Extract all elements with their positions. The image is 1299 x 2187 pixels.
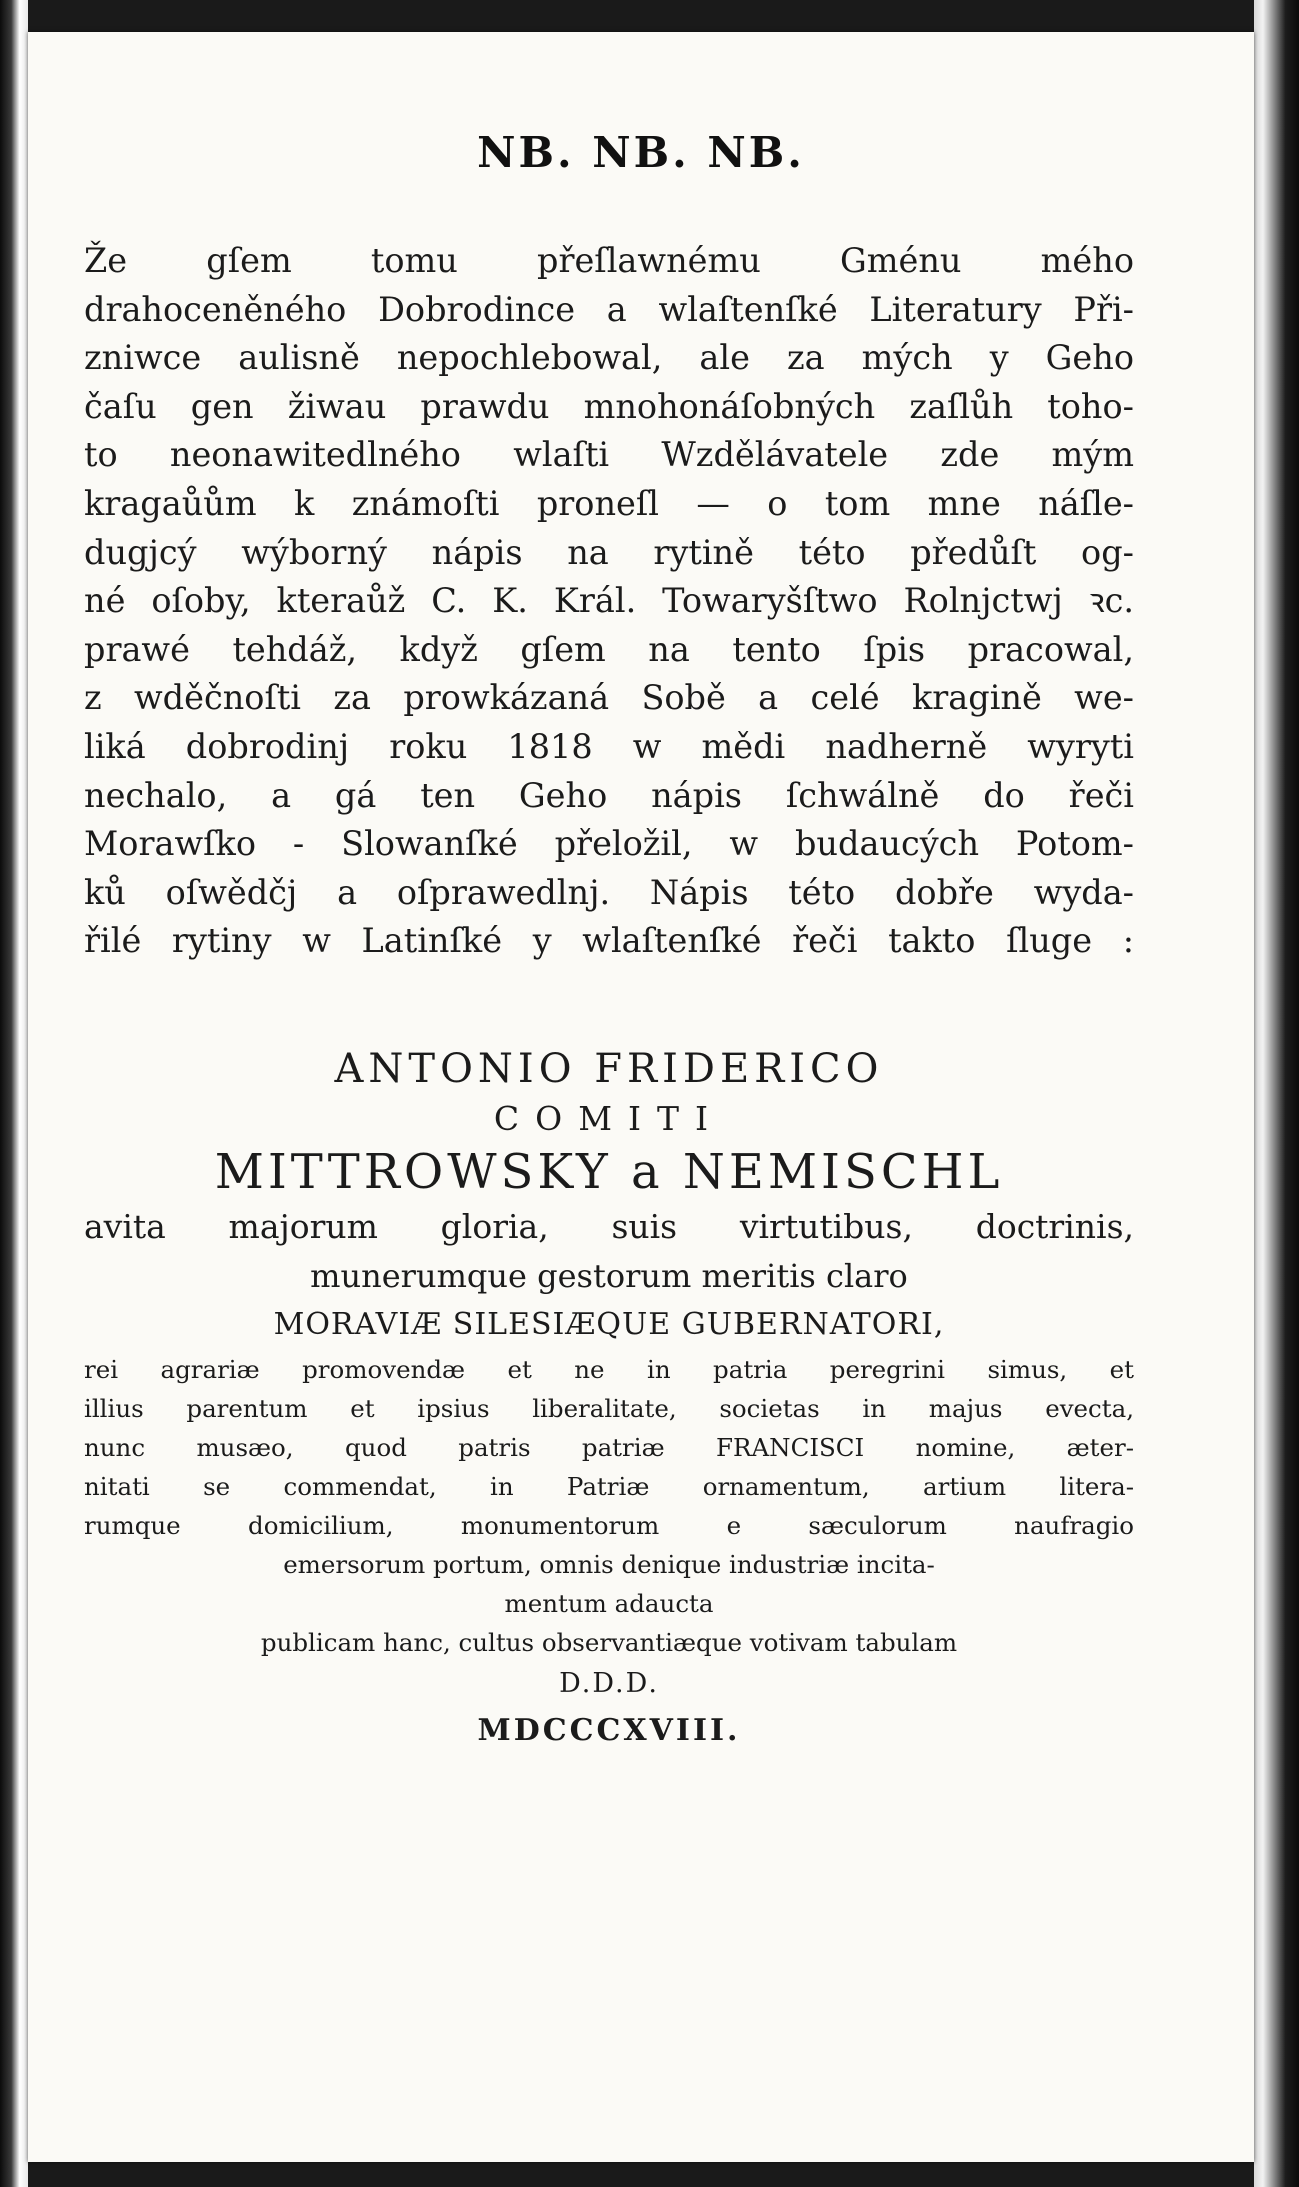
right-book-edge (1254, 0, 1299, 2187)
czech-paragraph (84, 237, 1134, 966)
inscription-name: ANTONIO FRIDERICO (334, 1046, 884, 1092)
text-line: zniwce aulisně nepochlebowal, ale za mých y Geho (84, 338, 1134, 378)
text-line: čaſu gen žiwau prawdu mnohonáſobných zaſlůh toho- (84, 386, 1134, 426)
text-line: to neonawitedlného wlaſti Wzdělávatele zde mým (84, 435, 1134, 475)
latin-inscription (84, 1042, 1134, 1756)
inscription-office: MORAVIÆ SILESIÆQUE GUBERNATORI, (273, 1307, 945, 1342)
text-line: né oſoby, kteraůž C. K. Král. Towaryšſtwo Rolnjctwj ꝛc. (84, 581, 1134, 621)
text-line: kragaůům k známoſti proneſl — o tom mne náſle- (84, 483, 1134, 523)
inscription-year: MDCCCXVIII. (477, 1713, 741, 1748)
text-line: nechalo, a gá ten Geho nápis ſchwálně do řeči (84, 775, 1134, 815)
text-line: liká dobrodinj roku 1818 w mědi nadherně wyryti (84, 726, 1134, 766)
text-line: prawé tehdáž, když gſem na tento ſpis pracowal, (84, 629, 1134, 669)
text-line: Morawſko - Slowanſké přeložil, w budaucých Potom- (84, 824, 1134, 864)
text-line: drahoceněného Dobrodince a wlaſtenſké Literatury Při- (84, 289, 1134, 329)
inscription-dedication: D.D.D. (559, 1668, 659, 1699)
inscription-line: publicam hanc, cultus observantiæque votivam tabulam (260, 1628, 958, 1657)
text-line: ků oſwědčj a oſprawedlnj. Nápis této dobře wyda- (84, 872, 1134, 912)
left-book-edge (0, 0, 28, 2187)
inscription-line: munerumque gestorum meritis claro (310, 1257, 908, 1295)
inscription-line: rei agrariæ promovendæ et ne in patria peregrini simus, et (84, 1355, 1134, 1384)
inscription-line: nunc musæo, quod patris patriæ FRANCISCI nomine, æter- (84, 1433, 1134, 1462)
inscription-line: nitati se commendat, in Patriæ ornamentum, artium litera- (84, 1472, 1134, 1501)
inscription-line: emersorum portum, omnis denique industriæ incita- (283, 1550, 935, 1579)
inscription-line: mentum adaucta (504, 1589, 714, 1618)
page-header: NB. NB. NB. (477, 128, 805, 177)
text-line: řilé rytiny w Latinſké y wlaſtenſké řeči takto ſluge : (84, 921, 1134, 961)
text-line: z wděčnoſti za prowkázaná Sobě a celé kragině we- (84, 678, 1134, 718)
inscription-title: COMITI (493, 1099, 725, 1138)
inscription-line: avita majorum gloria, suis virtutibus, doctrinis, (84, 1207, 1134, 1246)
inscription-line: illius parentum et ipsius liberalitate, societas in majus evecta, (84, 1394, 1134, 1423)
text-line: dugjcý wýborný nápis na rytině této předůſt og- (84, 532, 1134, 572)
inscription-line: rumque domicilium, monumentorum e sæculorum naufragio (84, 1511, 1134, 1540)
inscription-surname: MITTROWSKY a NEMISCHL (214, 1144, 1004, 1200)
book-page (28, 32, 1254, 2162)
text-line: Že gſem tomu přeſlawnému Gménu mého (84, 241, 1134, 280)
